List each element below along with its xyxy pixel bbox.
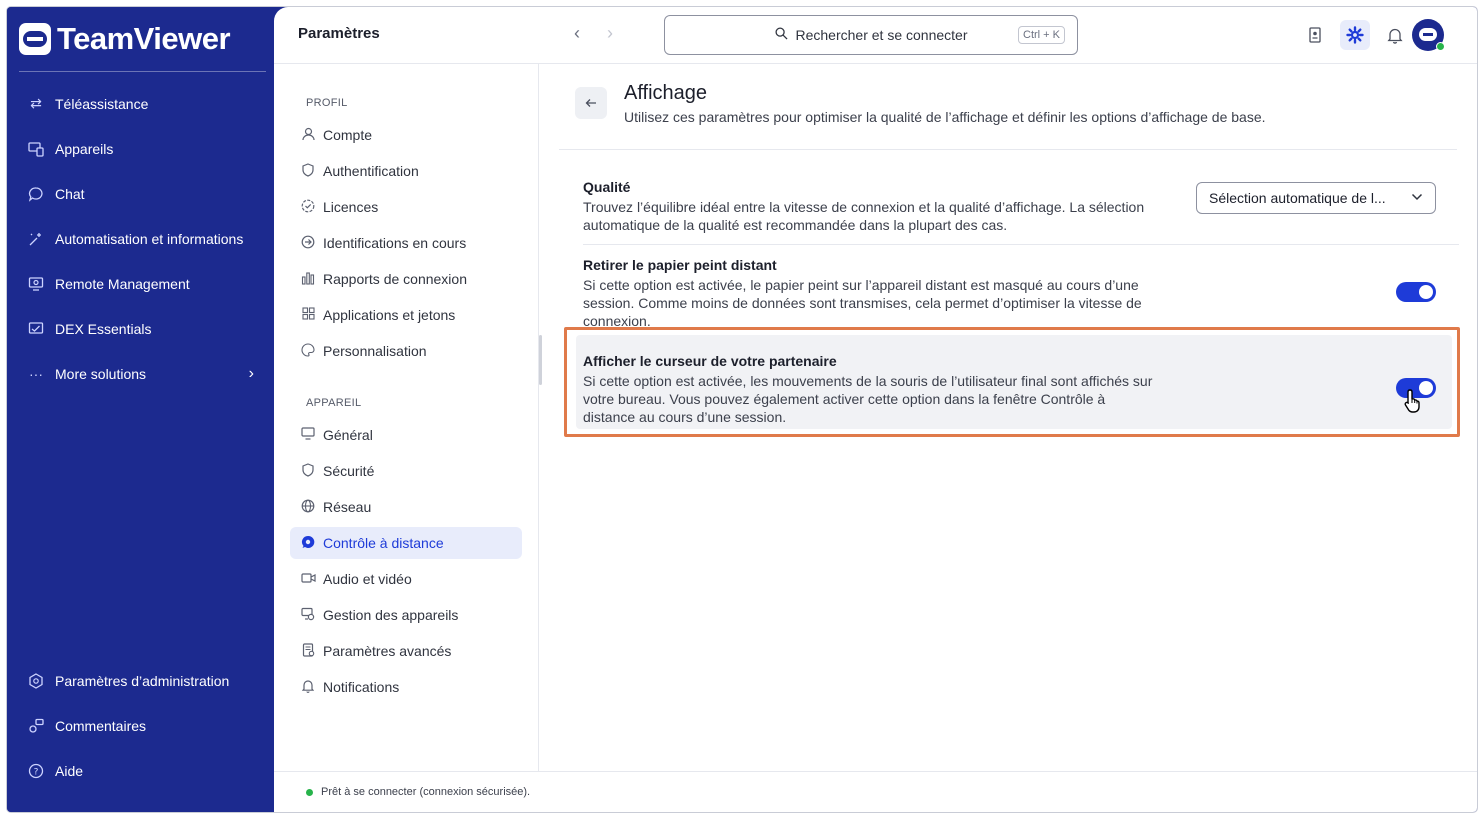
- settings-item-label: Rapports de connexion: [323, 271, 467, 287]
- settings-item-customization[interactable]: [290, 335, 522, 367]
- sidebar-item-label: DEX Essentials: [55, 320, 152, 337]
- setting-title: Retirer le papier peint distant: [583, 257, 777, 273]
- settings-item-network[interactable]: [290, 491, 522, 523]
- status-text: Prêt à se connecter (connexion sécurisée).: [321, 786, 531, 798]
- settings-item-licenses[interactable]: [290, 191, 522, 223]
- header-divider: [559, 149, 1457, 150]
- video-camera-icon: [300, 572, 316, 587]
- sidebar-bottom-nav: [7, 658, 274, 793]
- palette-icon: [300, 343, 316, 360]
- brand-name: TeamViewer: [57, 21, 231, 56]
- settings-item-label: Sécurité: [323, 463, 375, 479]
- settings-item-label: Authentification: [323, 163, 419, 179]
- sidebar-item-label: Chat: [55, 185, 85, 202]
- sidebar-item-teleassistance[interactable]: [7, 81, 274, 126]
- settings-item-label: Personnalisation: [323, 343, 427, 359]
- settings-item-authentication[interactable]: [290, 155, 522, 187]
- sidebar-item-remote-management[interactable]: [7, 261, 274, 306]
- settings-item-audio-video[interactable]: [290, 563, 522, 595]
- settings-nav: [274, 64, 539, 771]
- document-settings-icon: [300, 643, 316, 660]
- admin-gear-icon: [27, 672, 45, 690]
- bell-icon: [300, 679, 316, 696]
- quality-select[interactable]: [1196, 182, 1436, 214]
- wallpaper-toggle[interactable]: [1396, 282, 1436, 302]
- page-title: Paramètres: [298, 25, 380, 42]
- remote-control-icon: [300, 535, 316, 552]
- automation-icon: [27, 230, 45, 248]
- sidebar-nav: [7, 81, 274, 396]
- help-icon: [27, 762, 45, 780]
- back-arrow-icon[interactable]: ‹: [574, 23, 580, 43]
- arrow-left-icon: [585, 96, 597, 111]
- settings-item-label: Réseau: [323, 499, 372, 515]
- monitor-icon: [300, 427, 316, 443]
- svg-text:?: ?: [33, 767, 39, 777]
- sidebar-item-help[interactable]: [7, 748, 274, 793]
- teamviewer-logo[interactable]: [19, 21, 230, 57]
- feedback-icon: [27, 717, 45, 735]
- settings-gear-icon[interactable]: [1340, 20, 1370, 50]
- settings-item-security[interactable]: [290, 455, 522, 487]
- sidebar-item-label: Appareils: [55, 140, 114, 157]
- settings-item-label: Général: [323, 427, 373, 443]
- section-title: Affichage: [624, 82, 708, 104]
- setting-title: Afficher le curseur de votre partenaire: [583, 353, 837, 369]
- shield-icon: [300, 463, 316, 480]
- hand-pointer-cursor-icon: [1403, 388, 1425, 414]
- bar-chart-icon: [300, 271, 316, 288]
- sidebar-item-label: Commentaires: [55, 717, 147, 734]
- sidebar-item-label: Automatisation et informations: [55, 230, 244, 247]
- notification-bell-icon[interactable]: [1380, 20, 1410, 50]
- shield-icon: [300, 163, 316, 180]
- sidebar-item-label: Téléassistance: [55, 95, 149, 112]
- section-header-profile: PROFIL: [306, 97, 348, 109]
- dex-icon: [27, 320, 45, 338]
- settings-item-account[interactable]: [290, 119, 522, 151]
- search-icon: [775, 27, 788, 43]
- chevron-down-icon: [1411, 189, 1423, 204]
- settings-item-label: Licences: [323, 199, 379, 215]
- sidebar-divider: [19, 71, 266, 72]
- globe-icon: [300, 499, 316, 516]
- sidebar-item-automation[interactable]: [7, 216, 274, 261]
- settings-item-notifications[interactable]: [290, 671, 522, 703]
- setting-title: Qualité: [583, 179, 631, 195]
- device-gear-icon: [300, 607, 316, 624]
- sidebar-item-label: Remote Management: [55, 275, 190, 292]
- online-status-dot: [1436, 42, 1445, 51]
- chevron-right-icon: ›: [248, 365, 254, 382]
- setting-description: Si cette option est activée, les mouvements de la souris de l’utilisateur final sont affichés sur votre bureau. Vous pouvez également activer cette option dans la fenêtre Contrôle à distance au cours d’une session.: [583, 373, 1153, 425]
- select-value: Sélection automatique de l...: [1209, 190, 1386, 206]
- back-button[interactable]: [575, 87, 607, 119]
- section-header-device: APPAREIL: [306, 397, 362, 409]
- top-bar: [274, 7, 1477, 64]
- user-icon: [300, 127, 316, 144]
- app-window: [7, 7, 1477, 812]
- setting-description: Trouvez l’équilibre idéal entre la vitesse de connexion et la qualité d’affichage. La sélection automatique de la qualité est recommandée dans la plupart des cas.: [583, 199, 1145, 233]
- sidebar-item-admin-settings[interactable]: [7, 658, 274, 703]
- sidebar-item-feedback[interactable]: [7, 703, 274, 748]
- connection-status-dot: [306, 789, 313, 796]
- sidebar: [7, 7, 274, 812]
- settings-item-label: Audio et vidéo: [323, 571, 412, 587]
- setting-description: Si cette option est activée, le papier peint sur l’appareil distant est masqué au cours d’une session. Comme moins de données sont transmises, cela permet d’optimiser la vitesse de connexion.: [583, 277, 1142, 329]
- teamviewer-logo-icon: [19, 23, 51, 55]
- chat-icon: [27, 185, 45, 203]
- settings-item-label: Identifications en cours: [323, 235, 467, 251]
- main-panel: [274, 7, 1477, 812]
- row-divider: [583, 244, 1459, 245]
- settings-item-label: Notifications: [323, 679, 400, 695]
- sidebar-item-dex-essentials[interactable]: [7, 306, 274, 351]
- settings-item-apps-tokens[interactable]: [290, 299, 522, 331]
- setting-row-wallpaper: [583, 257, 1463, 330]
- settings-item-label: Gestion des appareils: [323, 607, 459, 623]
- sidebar-item-more-solutions[interactable]: [7, 351, 274, 396]
- search-input[interactable]: [664, 15, 1078, 55]
- settings-item-active-logins[interactable]: [290, 227, 522, 259]
- settings-item-label: Contrôle à distance: [323, 535, 444, 551]
- settings-item-label: Paramètres avancés: [323, 643, 452, 659]
- sidebar-item-label: Aide: [55, 762, 84, 779]
- settings-item-label: Compte: [323, 127, 373, 143]
- settings-item-general[interactable]: [290, 419, 522, 451]
- login-arrow-icon: [300, 235, 316, 252]
- status-bar: [274, 771, 1477, 812]
- contacts-book-icon[interactable]: [1300, 20, 1330, 50]
- settings-item-device-management[interactable]: [290, 599, 522, 631]
- search-label: Rechercher et se connecter: [795, 27, 968, 43]
- settings-item-advanced[interactable]: [290, 635, 522, 667]
- arrows-swap-icon: ⇄: [30, 95, 42, 111]
- settings-content: [539, 64, 1477, 771]
- forward-arrow-icon[interactable]: ›: [607, 23, 613, 43]
- settings-item-remote-control[interactable]: [290, 527, 522, 559]
- toggle-knob: [1419, 285, 1433, 299]
- remote-management-icon: [27, 275, 45, 293]
- settings-item-label: Applications et jetons: [323, 307, 456, 323]
- shortcut-badge: Ctrl + K: [1018, 26, 1065, 44]
- devices-icon: [27, 140, 45, 158]
- sidebar-item-devices[interactable]: [7, 126, 274, 171]
- sidebar-item-chat[interactable]: [7, 171, 274, 216]
- highlight-annotation-box: [564, 327, 1460, 437]
- section-description: Utilisez ces paramètres pour optimiser la qualité de l’affichage et définir les options d’affichage de base.: [624, 109, 1266, 125]
- sidebar-item-label: More solutions: [55, 365, 147, 382]
- badge-check-icon: [300, 199, 316, 216]
- settings-item-connection-reports[interactable]: [290, 263, 522, 295]
- apps-grid-icon: [300, 307, 316, 323]
- sidebar-item-label: Paramètres d’administration: [55, 672, 230, 689]
- more-dots-icon: ···: [29, 365, 43, 382]
